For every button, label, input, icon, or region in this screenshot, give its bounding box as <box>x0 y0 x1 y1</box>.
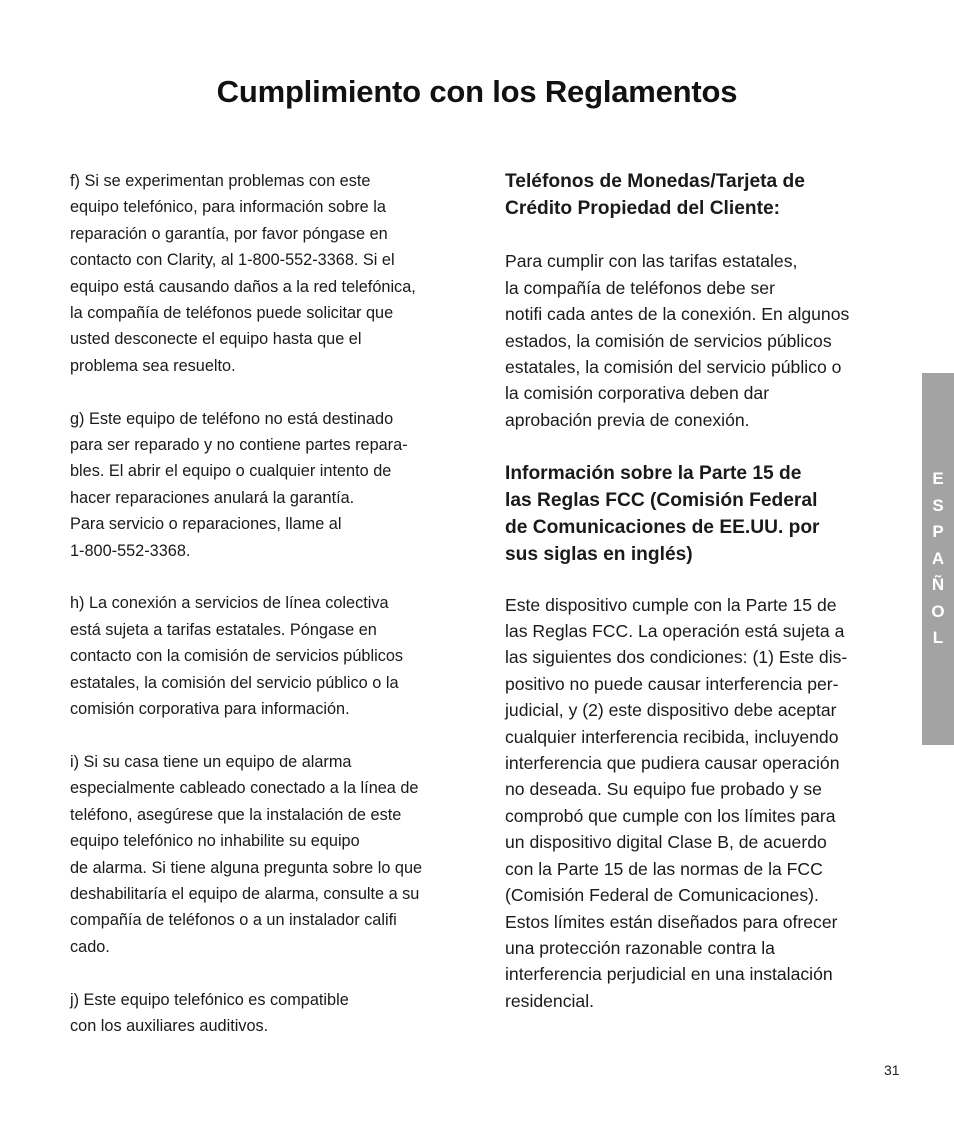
text-line: comprobó que cumple con los límites para <box>505 805 836 826</box>
text-line: cualquier interferencia recibida, incluyendo <box>505 726 839 747</box>
text-line: f) Si se experimentan problemas con este <box>70 172 371 190</box>
text-line: estatales, la comisión del servicio público o <box>505 357 842 378</box>
text-line: Este dispositivo cumple con la Parte 15 de <box>505 594 837 615</box>
text-line: reparación o garantía, por favor póngase en <box>70 224 388 243</box>
text-line: notifi cada antes de la conexión. En algunos <box>505 304 850 325</box>
side-tab-letter: S <box>932 495 944 515</box>
text-line: h) La conexión a servicios de línea colectiva <box>70 594 389 613</box>
text-line: Para servicio o reparaciones, llame al <box>70 515 342 534</box>
text-line: las siguientes dos condiciones: (1) Este dis- <box>505 647 848 668</box>
text-line: especialmente cableado conectado a la línea de <box>70 779 419 798</box>
page-number: 31 <box>884 1062 900 1078</box>
heading-line: las Reglas FCC (Comisión Federal <box>505 489 818 511</box>
text-line: las Reglas FCC. La operación está sujeta a <box>505 621 845 642</box>
paragraph-g <box>70 406 450 564</box>
text-line: equipo telefónico, para información sobre la <box>70 198 386 217</box>
text-line: está sujeta a tarifas estatales. Póngase en <box>70 620 377 639</box>
text-line: la comisión corporativa deben dar <box>505 383 770 404</box>
text-line: cado. <box>70 937 110 956</box>
text-line: con la Parte 15 de las normas de la FCC <box>505 858 823 879</box>
text-line: (Comisión Federal de Comunicaciones). <box>505 885 819 906</box>
side-tab-letter: O <box>931 601 945 621</box>
paragraph-i <box>70 749 450 960</box>
side-tab-letter: P <box>932 522 944 542</box>
heading-line: Teléfonos de Monedas/Tarjeta de <box>505 171 805 192</box>
text-line: 1-800-552-3368. <box>70 541 191 560</box>
text-line: de alarma. Si tiene alguna pregunta sobre lo que <box>70 858 423 877</box>
text-line: estados, la comisión de servicios públicos <box>505 330 832 351</box>
section-body-coin-phones <box>505 248 880 433</box>
text-line: g) Este equipo de teléfono no está destinado <box>70 409 394 428</box>
side-tab-letter: A <box>931 548 945 568</box>
text-line: interferencia perjudicial en una instalación <box>505 964 833 985</box>
text-line: la compañía de teléfonos debe ser <box>505 277 775 298</box>
heading-line: de Comunicaciones de EE.UU. por <box>505 516 820 538</box>
paragraph-f <box>70 168 450 379</box>
side-tab-letter: Ñ <box>931 575 945 595</box>
page-title: Cumplimiento con los Reglamentos <box>216 74 738 109</box>
right-column <box>505 168 880 1014</box>
text-line: estatales, la comisión del servicio público o la <box>70 673 399 692</box>
paragraph-h <box>70 590 450 722</box>
text-line: j) Este equipo telefónico es compatible <box>70 990 349 1009</box>
text-line: interferencia que pudiera causar operación <box>505 753 840 774</box>
text-line: usted desconecte el equipo hasta que el <box>70 330 362 349</box>
heading-line: Crédito Propiedad del Cliente: <box>505 198 781 219</box>
text-line: positivo no puede causar interferencia per- <box>505 673 839 694</box>
side-tab-letter: E <box>932 469 944 489</box>
text-line: teléfono, asegúrese que la instalación de este <box>70 805 402 824</box>
text-line: equipo está causando daños a la red telefónica, <box>70 277 416 296</box>
text-line: residencial. <box>505 990 594 1011</box>
text-line: no deseada. Su equipo fue probado y se <box>505 779 822 800</box>
text-line: contacto con Clarity, al 1-800-552-3368. Si el <box>70 251 395 270</box>
text-line: equipo telefónico no inhabilite su equipo <box>70 832 360 851</box>
text-line: Para cumplir con las tarifas estatales, <box>505 251 798 272</box>
heading-line: sus siglas en inglés) <box>505 543 693 565</box>
text-line: hacer reparaciones anulará la garantía. <box>70 488 355 507</box>
text-line: contacto con la comisión de servicios públicos <box>70 647 404 666</box>
text-line: i) Si su casa tiene un equipo de alarma <box>70 752 352 771</box>
text-line: con los auxiliares auditivos. <box>70 1016 269 1035</box>
text-line: problema sea resuelto. <box>70 356 236 375</box>
text-line: la compañía de teléfonos puede solicitar que <box>70 304 394 323</box>
left-column <box>70 168 450 1039</box>
text-line: comisión corporativa para información. <box>70 700 350 719</box>
section-heading-fcc-part-15 <box>505 460 880 568</box>
section-body-fcc-part-15 <box>505 592 880 1015</box>
section-heading-coin-phones <box>505 168 880 222</box>
heading-line: Información sobre la Parte 15 de <box>505 462 802 484</box>
text-line: Estos límites están diseñados para ofrecer <box>505 911 838 932</box>
text-line: compañía de teléfonos o a un instalador califi <box>70 911 397 930</box>
text-line: deshabilitaría el equipo de alarma, consulte a su <box>70 884 420 903</box>
text-line: una protección razonable contra la <box>505 937 775 958</box>
text-line: bles. El abrir el equipo o cualquier intento de <box>70 462 392 481</box>
text-line: aprobación previa de conexión. <box>505 409 750 430</box>
language-side-tab <box>922 373 954 745</box>
text-line: para ser reparado y no contiene partes repara- <box>70 436 408 455</box>
side-tab-letter: L <box>932 628 944 648</box>
text-line: un dispositivo digital Clase B, de acuerdo <box>505 832 827 853</box>
paragraph-j <box>70 987 450 1040</box>
text-line: judicial, y (2) este dispositivo debe aceptar <box>505 700 837 721</box>
